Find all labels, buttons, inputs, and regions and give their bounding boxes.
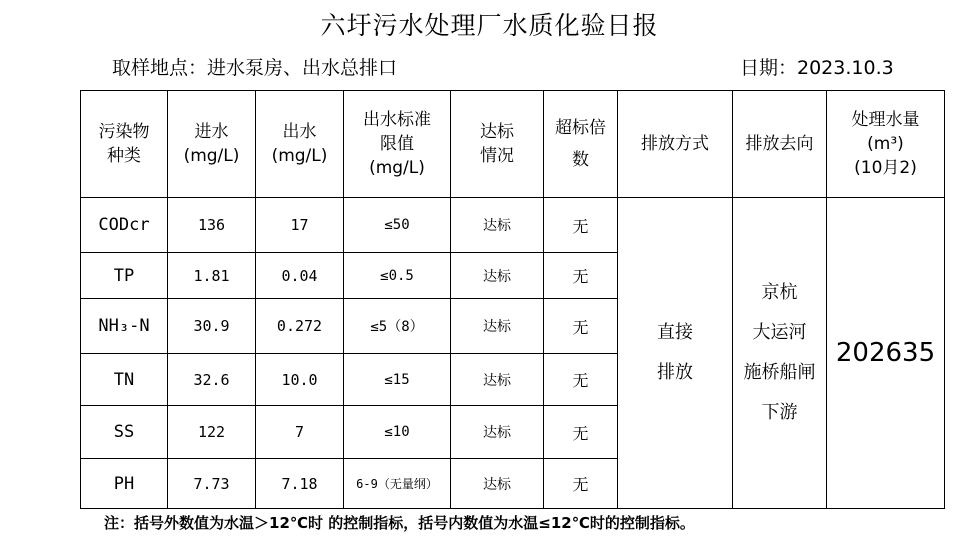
header-effluent: 出水 (mg/L) [256,91,344,198]
influent-cell: 32.6 [168,354,256,406]
compliance-cell: 达标 [451,459,544,509]
influent-cell: 122 [168,406,256,459]
pollutant-cell: TP [81,253,168,299]
effluent-cell: 17 [256,198,344,253]
header-limit: 出水标准 限值 (mg/L) [344,91,451,198]
exceed-cell: 无 [544,299,618,354]
compliance-cell: 达标 [451,299,544,354]
effluent-cell: 7.18 [256,459,344,509]
pollutant-cell: NH₃-N [81,299,168,354]
footnote: 注：括号外数值为水温＞12℃时 的控制指标，括号内数值为水温≤12℃时的控制指标。 [104,514,695,532]
influent-cell: 1.81 [168,253,256,299]
limit-cell: 6-9（无量纲） [344,459,451,509]
header-volume: 处理水量 (m³) (10月2) [827,91,945,198]
header-exceed: 超标倍 数 [544,91,618,198]
sampling-location: 取样地点：进水泵房、出水总排口 [112,57,398,79]
header-pollutant: 污染物 种类 [81,91,168,198]
header-row [81,91,945,198]
limit-cell: ≤5（8） [344,299,451,354]
compliance-cell: 达标 [451,354,544,406]
exceed-cell: 无 [544,354,618,406]
exceed-cell: 无 [544,253,618,299]
compliance-cell: 达标 [451,253,544,299]
influent-cell: 30.9 [168,299,256,354]
pollutant-cell: TN [81,354,168,406]
exceed-cell: 无 [544,406,618,459]
compliance-cell: 达标 [451,198,544,253]
influent-cell: 136 [168,198,256,253]
limit-cell: ≤15 [344,354,451,406]
table-row [81,198,945,253]
compliance-cell: 达标 [451,406,544,459]
limit-cell: ≤10 [344,406,451,459]
pollutant-cell: PH [81,459,168,509]
header-discharge-dest: 排放去向 [733,91,827,198]
exceed-cell: 无 [544,459,618,509]
discharge-method-cell: 直接 排放 [618,198,733,509]
report-date: 日期：2023.10.3 [740,57,894,79]
limit-cell: ≤50 [344,198,451,253]
pollutant-cell: CODcr [81,198,168,253]
influent-cell: 7.73 [168,459,256,509]
header-discharge-method: 排放方式 [618,91,733,198]
effluent-cell: 10.0 [256,354,344,406]
discharge-destination-cell: 京杭 大运河 施桥船闸 下游 [733,198,827,509]
exceed-cell: 无 [544,198,618,253]
header-influent: 进水 (mg/L) [168,91,256,198]
water-quality-table [80,90,945,509]
effluent-cell: 0.04 [256,253,344,299]
effluent-cell: 0.272 [256,299,344,354]
limit-cell: ≤0.5 [344,253,451,299]
pollutant-cell: SS [81,406,168,459]
treatment-volume-cell: 202635 [827,198,945,509]
header-compliance: 达标 情况 [451,91,544,198]
effluent-cell: 7 [256,406,344,459]
report-title: 六圩污水处理厂水质化验日报 [320,11,659,40]
